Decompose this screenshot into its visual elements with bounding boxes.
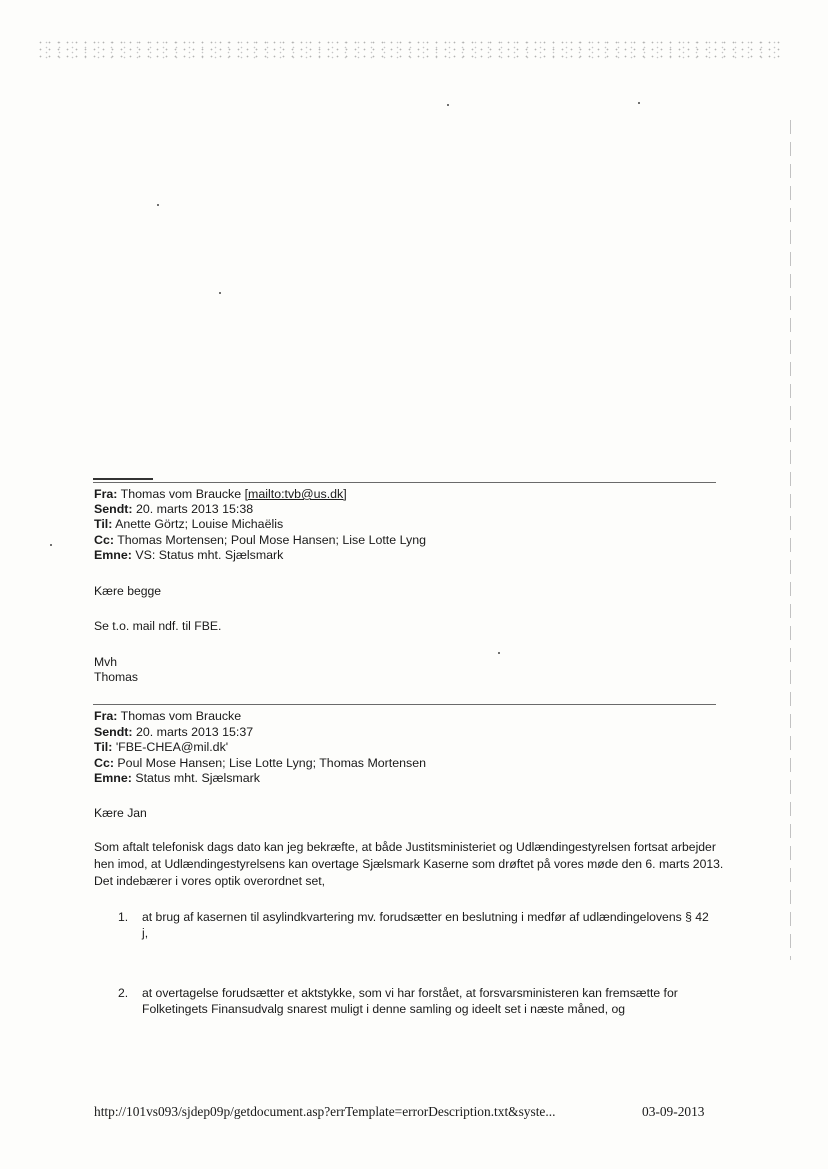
greeting: Kære Jan bbox=[94, 806, 147, 820]
cc-value: Thomas Mortensen; Poul Mose Hansen; Lise Lotte Lyng bbox=[117, 533, 426, 547]
scan-margin-line bbox=[790, 120, 791, 960]
greeting: Kære begge bbox=[94, 584, 162, 598]
list-item-number: 2. bbox=[118, 986, 129, 1000]
from-label: Fra: bbox=[94, 709, 118, 723]
header-to-row bbox=[94, 740, 228, 755]
scan-speck bbox=[447, 104, 449, 106]
list-item-text: at brug af kasernen til asylindkvartering mv. forudsætter en beslutning i medfør af udlændingelovens § 42 j, bbox=[142, 910, 709, 940]
header-from-row bbox=[94, 709, 241, 724]
scan-noise-top bbox=[36, 40, 786, 60]
cc-label: Cc: bbox=[94, 756, 114, 770]
header-cc-row bbox=[94, 756, 426, 771]
sent-value: 20. marts 2013 15:37 bbox=[136, 725, 254, 739]
header-cc-row bbox=[94, 533, 426, 548]
sent-label: Sendt: bbox=[94, 502, 133, 516]
to-value: 'FBE-CHEA@mil.dk' bbox=[115, 740, 229, 754]
intro-paragraph: Som aftalt telefonisk dags dato kan jeg bekræfte, at både Justitsministeriet og Udlændingestyrelsen fortsat arbejder hen imod, at Udlændingestyrelsens kan overtage Sjælsmark Kaserne som drøftet på vores møde den 6. marts 2013. Det indebærer i vores optik overordnet set, bbox=[94, 840, 724, 888]
from-value: Thomas vom Braucke bbox=[120, 487, 245, 501]
subject-label: Emne: bbox=[94, 548, 132, 562]
list-item bbox=[118, 985, 718, 1017]
header-sent-row bbox=[94, 725, 253, 740]
footer-date: 03-09-2013 bbox=[642, 1104, 705, 1119]
header-subject-row bbox=[94, 548, 283, 563]
list-item-text: at overtagelse forudsætter et aktstykke, som vi har forstået, at forsvarsministeren kan fremsætte for Folketingets Finansudvalg snarest muligt i denne samling og ideelt set i næste måned, og bbox=[142, 986, 678, 1016]
email-separator bbox=[93, 482, 716, 483]
list-item-number: 1. bbox=[118, 910, 129, 924]
closing: Mvh bbox=[94, 655, 118, 669]
to-label: Til: bbox=[94, 517, 113, 531]
header-sent-row bbox=[94, 502, 253, 517]
signature: Thomas bbox=[94, 670, 139, 684]
sent-label: Sendt: bbox=[94, 725, 133, 739]
header-to-row bbox=[94, 517, 283, 532]
email-separator bbox=[93, 704, 716, 705]
mailto-link[interactable]: [mailto:tvb@us.dk] bbox=[244, 487, 347, 501]
subject-value: VS: Status mht. Sjælsmark bbox=[135, 548, 284, 562]
scan-speck bbox=[157, 204, 159, 206]
header-subject-row bbox=[94, 771, 260, 786]
to-value: Anette Görtz; Louise Michaëlis bbox=[115, 517, 284, 531]
subject-label: Emne: bbox=[94, 771, 132, 785]
footer-url: http://101vs093/sjdep09p/getdocument.asp?errTemplate=errorDescription.txt&syste... bbox=[94, 1104, 556, 1119]
scan-speck bbox=[219, 292, 221, 294]
separator-mark bbox=[93, 478, 153, 480]
to-label: Til: bbox=[94, 740, 113, 754]
from-label: Fra: bbox=[94, 487, 118, 501]
sent-value: 20. marts 2013 15:38 bbox=[136, 502, 254, 516]
header-from-row bbox=[94, 487, 347, 502]
list-item bbox=[118, 909, 718, 941]
scan-speck bbox=[50, 544, 52, 546]
cc-label: Cc: bbox=[94, 533, 114, 547]
scan-speck bbox=[498, 652, 500, 654]
scan-speck bbox=[638, 102, 640, 104]
subject-value: Status mht. Sjælsmark bbox=[135, 771, 260, 785]
from-value: Thomas vom Braucke bbox=[120, 709, 242, 723]
message-text: Se t.o. mail ndf. til FBE. bbox=[94, 619, 222, 633]
cc-value: Poul Mose Hansen; Lise Lotte Lyng; Thomas Mortensen bbox=[117, 756, 426, 770]
